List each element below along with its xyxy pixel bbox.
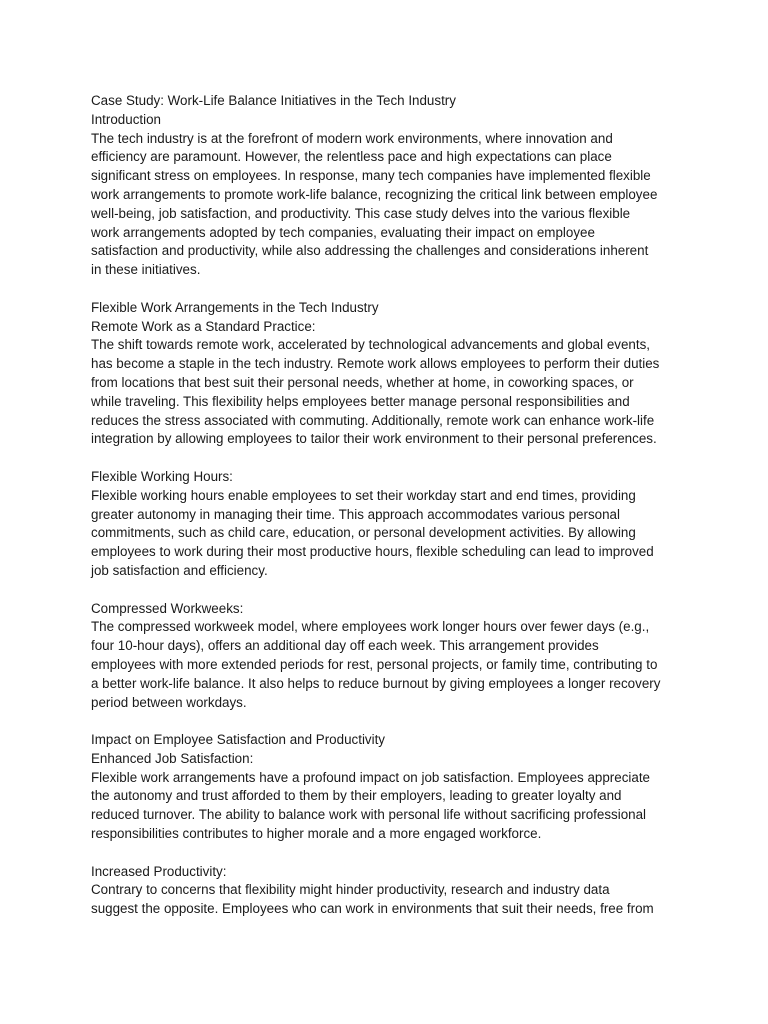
paragraph-gap bbox=[91, 844, 691, 863]
paragraph-line: greater autonomy in managing their time. This approach accommodates various personal bbox=[91, 506, 620, 522]
paragraph-line: work arrangements adopted by tech companies, evaluating their impact on employee bbox=[91, 224, 595, 240]
paragraph-line: reduced turnover. The ability to balance work with personal life without sacrificing professional bbox=[91, 807, 647, 823]
paragraph-line: well-being, job satisfaction, and productivity. This case study delves into the various flexible bbox=[91, 205, 631, 221]
subsection-heading-job-satisfaction: Enhanced Job Satisfaction: bbox=[91, 750, 254, 766]
paragraph-line: efficiency are paramount. However, the relentless pace and high expectations can place bbox=[91, 149, 612, 165]
section-heading-introduction: Introduction bbox=[91, 111, 161, 127]
paragraph-line: commitments, such as child care, education, or personal development activities. By allowing bbox=[91, 525, 636, 541]
paragraph-line: work arrangements to promote work-life balance, recognizing the critical link between employee bbox=[91, 186, 658, 202]
section-heading-flexible-work: Flexible Work Arrangements in the Tech Industry bbox=[91, 299, 379, 315]
subsection-heading-compressed-workweeks: Compressed Workweeks: bbox=[91, 600, 244, 616]
paragraph-line: employees with more extended periods for rest, personal projects, or family time, contributing to bbox=[91, 656, 658, 672]
paragraph-flexible-hours bbox=[91, 487, 691, 581]
paragraph-line: from locations that best suit their personal needs, whether at home, in coworking spaces, or bbox=[91, 374, 634, 390]
paragraph-productivity bbox=[91, 881, 691, 919]
paragraph-gap bbox=[91, 581, 691, 600]
paragraph-line: The tech industry is at the forefront of modern work environments, where innovation and bbox=[91, 130, 613, 146]
paragraph-line: Flexible work arrangements have a profound impact on job satisfaction. Employees appreciate bbox=[91, 769, 650, 785]
subsection-heading-remote-work: Remote Work as a Standard Practice: bbox=[91, 318, 316, 334]
document-body bbox=[91, 92, 691, 919]
paragraph-line: employees to work during their most productive hours, flexible scheduling can lead to improved bbox=[91, 544, 654, 560]
paragraph-gap bbox=[91, 280, 691, 299]
paragraph-line: in these initiatives. bbox=[91, 262, 201, 278]
paragraph-line: significant stress on employees. In response, many tech companies have implemented flexible bbox=[91, 168, 651, 184]
subsection-heading-flexible-hours: Flexible Working Hours: bbox=[91, 468, 233, 484]
paragraph-line: job satisfaction and efficiency. bbox=[91, 562, 268, 578]
paragraph-line: while traveling. This flexibility helps employees better manage personal responsibilities and bbox=[91, 393, 630, 409]
paragraph-line: satisfaction and productivity, while also addressing the challenges and considerations inherent bbox=[91, 243, 649, 259]
paragraph-job-satisfaction bbox=[91, 769, 691, 844]
section-heading-impact: Impact on Employee Satisfaction and Productivity bbox=[91, 732, 385, 748]
paragraph-line: integration by allowing employees to tailor their work environment to their personal preferences. bbox=[91, 431, 657, 447]
paragraph-gap bbox=[91, 449, 691, 468]
paragraph-line: a better work-life balance. It also helps to reduce burnout by giving employees a longer recovery bbox=[91, 675, 661, 691]
paragraph-line: four 10-hour days), offers an additional day off each week. This arrangement provides bbox=[91, 638, 599, 654]
paragraph-line: responsibilities contributes to higher morale and a more engaged workforce. bbox=[91, 826, 542, 842]
subsection-heading-productivity: Increased Productivity: bbox=[91, 863, 227, 879]
paragraph-line: the autonomy and trust afforded to them by their employers, leading to greater loyalty and bbox=[91, 788, 622, 804]
document-title: Case Study: Work-Life Balance Initiatives in the Tech Industry bbox=[91, 93, 456, 108]
paragraph-compressed-workweeks bbox=[91, 618, 691, 712]
paragraph-line: Flexible working hours enable employees to set their workday start and end times, providing bbox=[91, 487, 636, 503]
paragraph-line: The shift towards remote work, accelerated by technological advancements and global events, bbox=[91, 337, 650, 353]
paragraph-introduction bbox=[91, 130, 691, 280]
paragraph-gap bbox=[91, 712, 691, 731]
paragraph-line: reduces the stress associated with commuting. Additionally, remote work can enhance work-life bbox=[91, 412, 655, 428]
paragraph-line: The compressed workweek model, where employees work longer hours over fewer days (e.g., bbox=[91, 619, 650, 635]
paragraph-line: has become a staple in the tech industry. Remote work allows employees to perform their duties bbox=[91, 356, 660, 372]
paragraph-remote-work bbox=[91, 336, 691, 449]
paragraph-line: suggest the opposite. Employees who can work in environments that suit their needs, free from bbox=[91, 901, 654, 917]
paragraph-line: Contrary to concerns that flexibility might hinder productivity, research and industry data bbox=[91, 882, 610, 898]
paragraph-line: period between workdays. bbox=[91, 694, 247, 710]
